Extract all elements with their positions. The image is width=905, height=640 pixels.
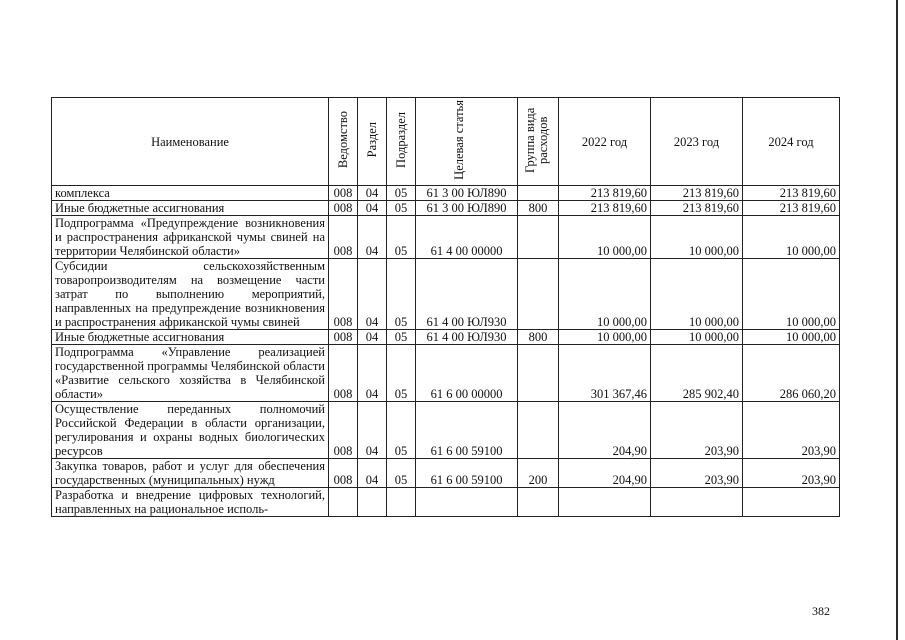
header-podrazdel xyxy=(387,98,416,186)
row-amount-2024: 10 000,00 xyxy=(743,259,840,330)
row-razdel: 04 xyxy=(358,459,387,488)
table-row xyxy=(52,186,840,201)
row-expense-group xyxy=(518,216,559,259)
row-razdel: 04 xyxy=(358,402,387,459)
row-vedomstvo: 008 xyxy=(329,216,358,259)
row-name: Разработка и внедрение цифровых технологий, направленных на рациональное исполь- xyxy=(52,488,329,517)
row-podrazdel: 05 xyxy=(387,259,416,330)
row-podrazdel: 05 xyxy=(387,330,416,345)
row-expense-group: 800 xyxy=(518,330,559,345)
row-vedomstvo: 008 xyxy=(329,345,358,402)
row-name: Субсидии сельскохозяйственным товаропроизводителям на возмещение части затрат по выполнению мероприятий, направленных на предупреждение возникновения и распространения африканской чумы свиней xyxy=(52,259,329,330)
row-target-article: 61 6 00 59100 xyxy=(416,459,518,488)
header-expense-group xyxy=(518,98,559,186)
row-amount-2024: 203,90 xyxy=(743,459,840,488)
header-vedomstvo-label: Ведомство xyxy=(335,111,350,169)
row-podrazdel xyxy=(387,488,416,517)
row-amount-2022: 10 000,00 xyxy=(559,259,651,330)
row-podrazdel: 05 xyxy=(387,459,416,488)
row-amount-2022 xyxy=(559,488,651,517)
row-amount-2023: 213 819,60 xyxy=(651,186,743,201)
budget-table xyxy=(51,97,840,517)
row-razdel: 04 xyxy=(358,216,387,259)
row-target-article xyxy=(416,488,518,517)
row-amount-2022: 10 000,00 xyxy=(559,216,651,259)
row-vedomstvo: 008 xyxy=(329,201,358,216)
table-row xyxy=(52,259,840,330)
table-row xyxy=(52,488,840,517)
header-expense-group-label: Группа вида расходов xyxy=(523,107,550,173)
row-vedomstvo: 008 xyxy=(329,186,358,201)
row-target-article: 61 4 00 ЮЛ930 xyxy=(416,259,518,330)
header-name: Наименование xyxy=(52,98,329,186)
row-amount-2022: 213 819,60 xyxy=(559,186,651,201)
row-amount-2022: 204,90 xyxy=(559,402,651,459)
row-target-article: 61 6 00 00000 xyxy=(416,345,518,402)
table-header-row xyxy=(52,98,840,186)
header-target-article-label: Целевая статья xyxy=(451,100,466,180)
row-vedomstvo: 008 xyxy=(329,259,358,330)
page-edge-line xyxy=(896,0,898,640)
row-amount-2024: 286 060,20 xyxy=(743,345,840,402)
row-amount-2023: 285 902,40 xyxy=(651,345,743,402)
row-name: Подпрограмма «Управление реализацией государственной программы Челябинской области «Развитие сельского хозяйства в Челябинской области» xyxy=(52,345,329,402)
row-vedomstvo: 008 xyxy=(329,330,358,345)
header-2024: 2024 год xyxy=(743,98,840,186)
row-amount-2022: 301 367,46 xyxy=(559,345,651,402)
table-row xyxy=(52,402,840,459)
row-vedomstvo: 008 xyxy=(329,459,358,488)
header-2022: 2022 год xyxy=(559,98,651,186)
row-name: Иные бюджетные ассигнования xyxy=(52,330,329,345)
row-podrazdel: 05 xyxy=(387,402,416,459)
header-vedomstvo xyxy=(329,98,358,186)
row-expense-group xyxy=(518,345,559,402)
row-target-article: 61 6 00 59100 xyxy=(416,402,518,459)
row-podrazdel: 05 xyxy=(387,345,416,402)
header-target-article xyxy=(416,98,518,186)
table-row xyxy=(52,459,840,488)
row-amount-2023: 213 819,60 xyxy=(651,201,743,216)
row-amount-2023: 10 000,00 xyxy=(651,259,743,330)
row-expense-group xyxy=(518,402,559,459)
row-expense-group xyxy=(518,488,559,517)
row-razdel: 04 xyxy=(358,345,387,402)
table-row xyxy=(52,345,840,402)
page-number: 382 xyxy=(812,604,830,618)
row-name: Осуществление переданных полномочий Российской Федерации в области организации, регулирования и охраны водных биологических ресурсов xyxy=(52,402,329,459)
table-body xyxy=(52,186,840,517)
row-razdel: 04 xyxy=(358,186,387,201)
row-target-article: 61 3 00 ЮЛ890 xyxy=(416,201,518,216)
row-amount-2024: 213 819,60 xyxy=(743,201,840,216)
row-amount-2022: 213 819,60 xyxy=(559,201,651,216)
row-amount-2024: 10 000,00 xyxy=(743,216,840,259)
header-podrazdel-label: Подраздел xyxy=(393,112,408,168)
row-target-article: 61 3 00 ЮЛ890 xyxy=(416,186,518,201)
row-target-article: 61 4 00 ЮЛ930 xyxy=(416,330,518,345)
row-amount-2024 xyxy=(743,488,840,517)
row-amount-2024: 203,90 xyxy=(743,402,840,459)
row-amount-2023: 10 000,00 xyxy=(651,330,743,345)
row-amount-2022: 10 000,00 xyxy=(559,330,651,345)
row-expense-group: 800 xyxy=(518,201,559,216)
row-amount-2023 xyxy=(651,488,743,517)
row-vedomstvo: 008 xyxy=(329,402,358,459)
row-expense-group xyxy=(518,259,559,330)
row-expense-group xyxy=(518,186,559,201)
row-amount-2023: 203,90 xyxy=(651,459,743,488)
row-razdel xyxy=(358,488,387,517)
row-podrazdel: 05 xyxy=(387,216,416,259)
table-row xyxy=(52,216,840,259)
row-amount-2024: 213 819,60 xyxy=(743,186,840,201)
header-razdel-label: Раздел xyxy=(364,122,379,158)
row-razdel: 04 xyxy=(358,259,387,330)
header-razdel xyxy=(358,98,387,186)
header-2023: 2023 год xyxy=(651,98,743,186)
row-amount-2023: 203,90 xyxy=(651,402,743,459)
row-name: комплекса xyxy=(52,186,329,201)
row-podrazdel: 05 xyxy=(387,201,416,216)
row-name: Закупка товаров, работ и услуг для обеспечения государственных (муниципальных) нужд xyxy=(52,459,329,488)
row-amount-2024: 10 000,00 xyxy=(743,330,840,345)
row-name: Иные бюджетные ассигнования xyxy=(52,201,329,216)
row-razdel: 04 xyxy=(358,201,387,216)
table-row xyxy=(52,201,840,216)
row-podrazdel: 05 xyxy=(387,186,416,201)
row-vedomstvo xyxy=(329,488,358,517)
table-row xyxy=(52,330,840,345)
row-amount-2022: 204,90 xyxy=(559,459,651,488)
row-name: Подпрограмма «Предупреждение возникновения и распространения африканской чумы свиней на территории Челябинской области» xyxy=(52,216,329,259)
row-expense-group: 200 xyxy=(518,459,559,488)
row-razdel: 04 xyxy=(358,330,387,345)
row-amount-2023: 10 000,00 xyxy=(651,216,743,259)
row-target-article: 61 4 00 00000 xyxy=(416,216,518,259)
